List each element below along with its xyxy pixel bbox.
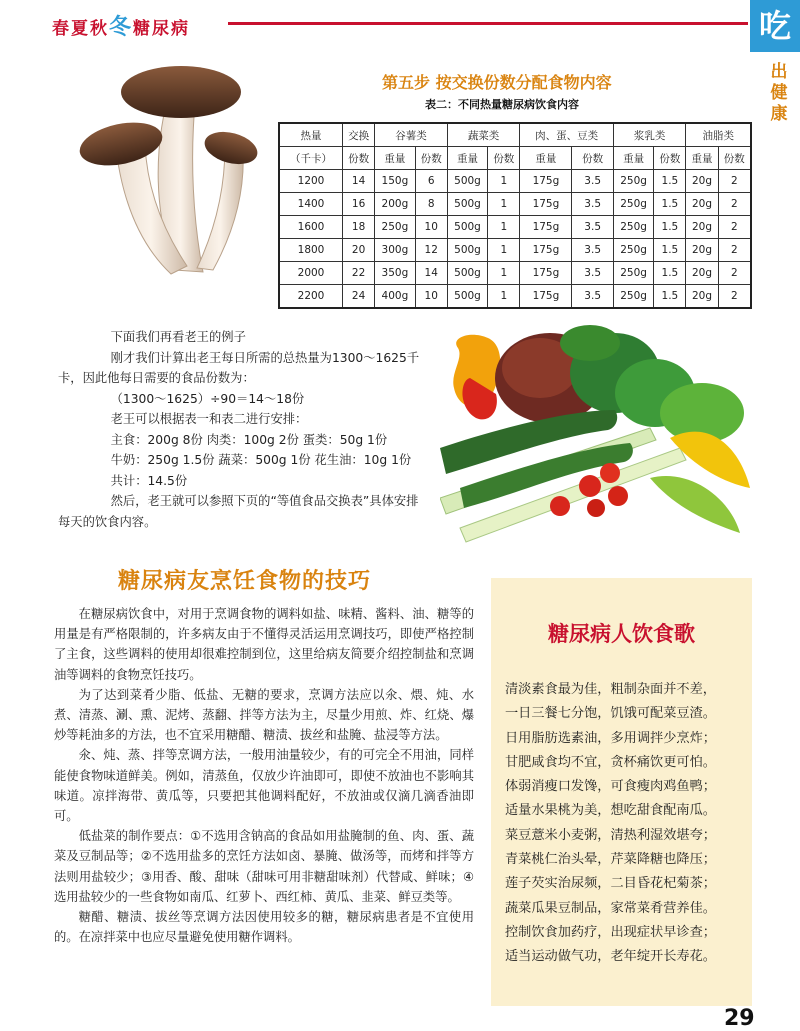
table-cell: 2200: [279, 285, 343, 309]
table-cell: 10: [415, 216, 447, 239]
table-body: [279, 170, 751, 309]
table-cell: 2: [718, 216, 751, 239]
song-line: 菜豆薏米小麦粥，清热利湿效堪夸；: [505, 827, 716, 843]
table-cell: 6: [415, 170, 447, 193]
table-header: 份数: [718, 147, 751, 170]
table-cell: 175g: [520, 193, 572, 216]
table-cell: 175g: [520, 170, 572, 193]
table-header: 份数: [654, 147, 686, 170]
mushroom-image: [75, 60, 260, 285]
table-cell: 1.5: [654, 170, 686, 193]
table-cell: 1.5: [654, 216, 686, 239]
table-header: 份数: [343, 147, 375, 170]
table-header: 重量: [447, 147, 487, 170]
example-line: （1300～1625）÷90＝14～18份: [110, 391, 305, 406]
example-line: 牛奶：250g 1.5份 蔬菜：500g 1份 花生油：10g 1份: [110, 453, 412, 467]
table-cell: 20: [343, 239, 375, 262]
song-line: 青菜桃仁治头晕，芹菜降糖也降压；: [505, 852, 716, 868]
table-cell: 350g: [375, 262, 415, 285]
table-cell: 2: [718, 170, 751, 193]
table-cell: 12: [415, 239, 447, 262]
diet-song-lines: [505, 678, 745, 970]
table-cell: 500g: [447, 170, 487, 193]
table-header: 份数: [572, 147, 613, 170]
body-paragraph: 糖醋、糖渍、拔丝等烹调方法因使用较多的糖，糖尿病患者是不宜使用的。在凉拌菜中也应尽量避免使用糖作调料。: [54, 910, 474, 945]
table-cell: 3.5: [572, 216, 613, 239]
page-number: 29: [724, 1006, 755, 1031]
example-line: 卡，因此他每日需要的食品份数为：: [58, 371, 255, 385]
table-cell: 250g: [613, 216, 653, 239]
step-title: 第五步 按交换份数分配食物内容: [382, 73, 612, 92]
table-cell: 20g: [686, 262, 718, 285]
diet-exchange-table: [278, 122, 752, 309]
table-cell: 22: [343, 262, 375, 285]
table-cell: 1.5: [654, 285, 686, 309]
table-cell: 2000: [279, 262, 343, 285]
table-cell: 1: [488, 193, 520, 216]
table-cell: 1800: [279, 239, 343, 262]
table-cell: 14: [415, 262, 447, 285]
song-line: 甘肥咸食均不宜，贪杯痛饮更可怕。: [505, 754, 716, 770]
table-cell: 250g: [613, 285, 653, 309]
body-paragraph: 在糖尿病饮食中，对用于烹调食物的调料如盐、味精、酱料、油、糖等的用量是有严格限制的，许多病友由于不懂得灵活运用烹调技巧，即使严格控制了主食，这些调料的使用却很难控制到位，这里给病友简要介绍控制盐和烹调油等调料的食物烹饪技巧。: [54, 607, 474, 682]
table-header: 重量: [613, 147, 653, 170]
song-line: 控制饮食加药疗，出现症状早诊查；: [505, 924, 716, 940]
table-cell: 400g: [375, 285, 415, 309]
table-row: [279, 216, 751, 239]
cooking-section-title: 糖尿病友烹饪食物的技巧: [118, 569, 372, 594]
magazine-title-part3: 糖尿病: [133, 19, 191, 39]
table-cell: 500g: [447, 216, 487, 239]
example-line: 老王可以根据表一和表二进行安排：: [110, 412, 308, 426]
table-group-header-row: [279, 123, 751, 147]
table-cell: 1.5: [654, 262, 686, 285]
table-header: 份数: [488, 147, 520, 170]
table-cell: 175g: [520, 285, 572, 309]
table-row: [279, 285, 751, 309]
table-cell: 18: [343, 216, 375, 239]
song-line: 适当运动做气功，老年绽开长寿花。: [505, 949, 716, 965]
body-paragraph: 为了达到菜肴少脂、低盐、无糖的要求，烹调方法应以氽、煨、炖、水煮、清蒸、涮、熏、泥烤、蒸翻、拌等方法为主，尽量少用煎、炸、红烧、爆炒等耗油多的方法，也不宜采用糖醋、糖渍、拔丝和盐腌、盐浸等方法。: [54, 687, 474, 743]
magazine-title-part1: 春夏秋: [52, 19, 109, 39]
table-cell: 300g: [375, 239, 415, 262]
table-cell: 20g: [686, 216, 718, 239]
table-cell: 3.5: [572, 285, 613, 309]
table-cell: 1: [488, 239, 520, 262]
table-cell: 1: [488, 216, 520, 239]
body-paragraph: 氽、炖、蒸、拌等烹调方法，一般用油量较少，有的可完全不用油，同样能使食物味道鲜美。例如，清蒸鱼，仅放少许油即可，即使不放油也不影响其味道。凉拌海带、黄瓜等，只要把其他调料配好，不放油或仅滴几滴香油即可。: [54, 748, 474, 824]
table-cell: 14: [343, 170, 375, 193]
table-header: 浆乳类: [613, 123, 686, 147]
table-header: 热量: [279, 123, 343, 147]
table-cell: 1: [488, 170, 520, 193]
table-cell: 20g: [686, 170, 718, 193]
song-line: 体弱消瘦口发馋，可食瘦肉鸡鱼鸭；: [505, 779, 716, 795]
table-row: [279, 239, 751, 262]
table-cell: 3.5: [572, 239, 613, 262]
magazine-title: [52, 10, 190, 41]
table-cell: 1.5: [654, 193, 686, 216]
table-cell: 500g: [447, 239, 487, 262]
table-header: 重量: [375, 147, 415, 170]
song-line: 蔬菜瓜果豆制品，家常菜肴营养佳。: [505, 900, 716, 916]
example-line: 主食：200g 8份 肉类：100g 2份 蛋类：50g 1份: [110, 432, 388, 447]
table-cell: 24: [343, 285, 375, 309]
table-cell: 1200: [279, 170, 343, 193]
table-cell: 16: [343, 193, 375, 216]
table-row: [279, 193, 751, 216]
table-cell: 3.5: [572, 193, 613, 216]
magazine-title-part2: 冬: [109, 14, 134, 40]
song-line: 莲子芡实治尿频，二目昏花杞菊茶；: [505, 876, 716, 892]
table-cell: 1: [488, 285, 520, 309]
table-cell: 2: [718, 193, 751, 216]
table-header: 重量: [686, 147, 718, 170]
table-cell: 2: [718, 239, 751, 262]
table-cell: 3.5: [572, 170, 613, 193]
table-cell: 1600: [279, 216, 343, 239]
example-line: 刚才我们计算出老王每日所需的总热量为1300～1625千: [110, 350, 420, 365]
table-cell: 175g: [520, 216, 572, 239]
table-cell: 250g: [613, 262, 653, 285]
table-sub-header-row: [279, 147, 751, 170]
table-caption: 表二：不同热量糖尿病饮食内容: [425, 98, 579, 111]
table-cell: 500g: [447, 285, 487, 309]
table-cell: 150g: [375, 170, 415, 193]
table-cell: 175g: [520, 262, 572, 285]
example-line: 然后，老王就可以参照下页的“等值食品交换表”具体安排: [110, 494, 419, 508]
table-cell: 2: [718, 262, 751, 285]
example-paragraph: [58, 327, 441, 532]
table-header: 重量: [520, 147, 572, 170]
table-header: 份数: [415, 147, 447, 170]
table-cell: 8: [415, 193, 447, 216]
song-line: 清淡素食最为佳，粗制杂面并不差，: [505, 682, 716, 697]
section-tab: 吃: [750, 0, 800, 52]
table-header: 肉、蛋、豆类: [520, 123, 613, 147]
table-row: [279, 170, 751, 193]
table-row: [279, 262, 751, 285]
table-cell: 250g: [613, 193, 653, 216]
diet-song-box: [491, 578, 752, 1006]
table-cell: 200g: [375, 193, 415, 216]
table-cell: 20g: [686, 239, 718, 262]
table-header: （千卡）: [279, 147, 343, 170]
table-cell: 175g: [520, 239, 572, 262]
table-header: 油脂类: [686, 123, 751, 147]
table-cell: 500g: [447, 193, 487, 216]
table-cell: 20g: [686, 285, 718, 309]
table-cell: 10: [415, 285, 447, 309]
table-cell: 1: [488, 262, 520, 285]
table-header: 蔬菜类: [447, 123, 520, 147]
table-cell: 250g: [613, 170, 653, 193]
body-paragraph: 低盐菜的制作要点：①不选用含钠高的食品如用盐腌制的鱼、肉、蛋、蔬菜及豆制品等；②不选用盐多的烹饪方法如卤、暴腌、做汤等，而烤和拌等方法则用盐较少；③用香、酸、甜味（甜味可用非糖甜味剂）代替咸、鲜味；④选用盐较少的一些食物如南瓜、红萝卜、西红柿、黄瓜、韭菜、鲜豆类等。: [54, 829, 474, 904]
table-cell: 1400: [279, 193, 343, 216]
example-line: 每天的饮食内容。: [58, 514, 157, 529]
table-cell: 250g: [375, 216, 415, 239]
song-line: 一日三餐七分饱，饥饿可配菜豆渣。: [505, 706, 716, 722]
vegetables-image: [440, 318, 760, 548]
section-side-label: 出健康: [770, 62, 788, 124]
example-line: 下面我们再看老王的例子: [110, 330, 246, 344]
song-line: 适量水果桃为美，想吃甜食配南瓜。: [505, 803, 716, 819]
table-cell: 250g: [613, 239, 653, 262]
table-cell: 3.5: [572, 262, 613, 285]
table-header: 交换: [343, 123, 375, 147]
table-cell: 20g: [686, 193, 718, 216]
diet-song-title: 糖尿病人饮食歌: [548, 622, 695, 646]
table-cell: 1.5: [654, 239, 686, 262]
example-line: 共计：14.5份: [110, 473, 188, 488]
song-line: 日用脂肪选素油，多用调拌少烹炸；: [505, 730, 716, 746]
table-cell: 2: [718, 285, 751, 309]
table-header: 谷薯类: [375, 123, 448, 147]
table-cell: 500g: [447, 262, 487, 285]
header-rule: [228, 22, 748, 25]
cooking-section-body: [54, 604, 474, 947]
